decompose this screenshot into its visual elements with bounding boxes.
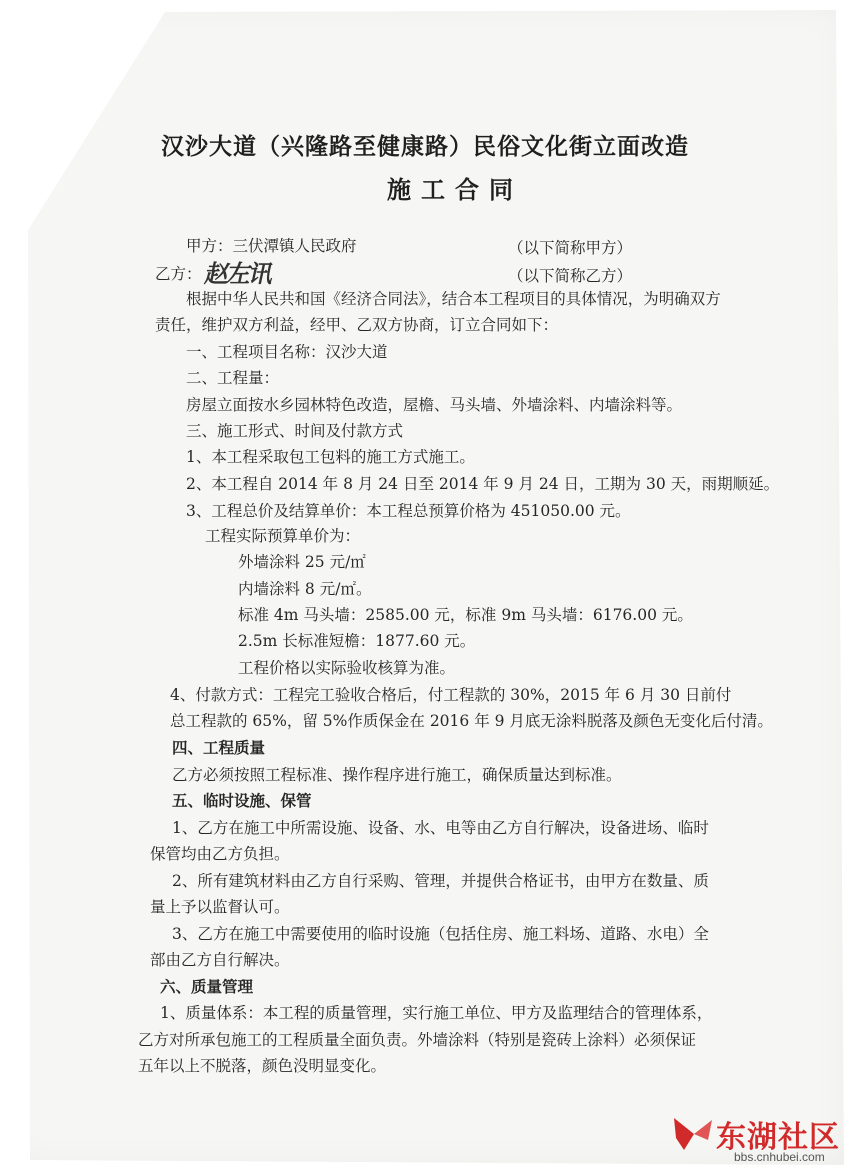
party-b-note: （以下简称乙方） xyxy=(508,267,633,285)
price-line: 外墙涂料 25 元/㎡ xyxy=(238,553,366,571)
body-line: 1、本工程采取包工包料的施工方式施工。 xyxy=(186,448,475,466)
body-line: 部由乙方自行解决。 xyxy=(150,951,290,969)
price-line: 内墙涂料 8 元/㎡。 xyxy=(238,580,372,598)
contract-title: 汉沙大道（兴隆路至健康路）民俗文化街立面改造 xyxy=(161,133,689,160)
body-line: 根据中华人民共和国《经济合同法》，结合本工程项目的具体情况，为明确双方 xyxy=(186,290,721,308)
body-line: 量上予以监督认可。 xyxy=(150,898,290,916)
section-heading: 一、工程项目名称：汉沙大道 xyxy=(186,343,388,361)
price-line: 工程价格以实际验收核算为准。 xyxy=(238,659,456,677)
contract-subtitle: 施工合同 xyxy=(387,175,523,204)
body-line: 五年以上不脱落，颜色没明显变化。 xyxy=(138,1057,387,1075)
body-line: 保管均由乙方负担。 xyxy=(150,845,290,863)
section-heading: 六、质量管理 xyxy=(160,977,254,996)
body-line: 2、本工程自 2014 年 8 月 24 日至 2014 年 9 月 24 日，工期为 30 天，雨期顺延。 xyxy=(186,475,780,493)
party-b-label: 乙方： xyxy=(155,265,202,283)
party-b-signature: 赵左讯 xyxy=(202,259,275,288)
party-a: 甲方：三伏潭镇人民政府 xyxy=(186,237,357,255)
body-line: 乙方对所承包施工的工程质量全面负责。外墙涂料（特别是瓷砖上涂料）必须保证 xyxy=(138,1031,697,1049)
body-line: 3、工程总价及结算单价：本工程总预算价格为 451050.00 元。 xyxy=(186,502,631,520)
price-line: 2.5m 长标准短檐：1877.60 元。 xyxy=(238,632,476,650)
watermark-brand: 东湖社区 xyxy=(716,1121,840,1154)
donghu-logo-icon xyxy=(670,1110,716,1156)
body-line: 2、所有建筑材料由乙方自行采购、管理，并提供合格证书，由甲方在数量、质 xyxy=(172,872,709,890)
body-line: 1、乙方在施工中所需设施、设备、水、电等由乙方自行解决，设备进场、临时 xyxy=(172,819,709,837)
body-line: 3、乙方在施工中需要使用的临时设施（包括住房、施工料场、道路、水电）全 xyxy=(172,925,709,943)
party-a-note: （以下简称甲方） xyxy=(508,239,633,257)
section-heading: 四、工程质量 xyxy=(172,738,266,757)
body-line: 工程实际预算单价为： xyxy=(205,527,361,545)
section-heading: 三、施工形式、时间及付款方式 xyxy=(186,422,404,440)
section-heading: 二、工程量： xyxy=(186,369,280,387)
site-watermark xyxy=(664,1104,849,1169)
body-line: 1、质量体系：本工程的质量管理，实行施工单位、甲方及监理结合的管理体系， xyxy=(160,1004,713,1022)
body-line: 责任，维护双方利益，经甲、乙双方协商，订立合同如下： xyxy=(155,316,559,334)
watermark-url: bbs.cnhubei.com xyxy=(734,1150,825,1164)
body-line: 4、付款方式：工程完工验收合格后，付工程款的 30%，2015 年 6 月 30 日前付 xyxy=(170,686,732,704)
price-line: 标准 4m 马头墙：2585.00 元，标准 9m 马头墙：6176.00 元。 xyxy=(238,606,693,624)
section-heading: 五、临时设施、保管 xyxy=(172,791,312,810)
body-line: 乙方必须按照工程标准、操作程序进行施工，确保质量达到标准。 xyxy=(172,766,622,784)
body-line: 房屋立面按水乡园林特色改造，屋檐、马头墙、外墙涂料、内墙涂料等。 xyxy=(186,396,683,414)
body-line: 总工程款的 65%，留 5%作质保金在 2016 年 9 月底无涂料脱落及颜色无变化后付清。 xyxy=(170,712,773,730)
